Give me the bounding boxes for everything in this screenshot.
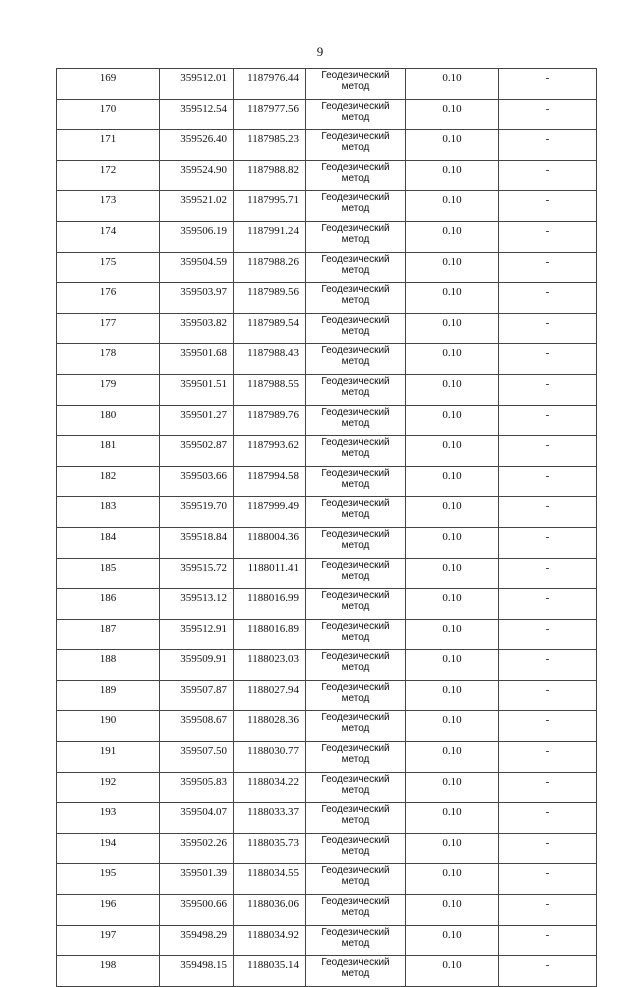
method-cell <box>306 772 406 803</box>
method-line-1: Геодезический <box>321 957 390 969</box>
method-line-2: метод <box>341 142 370 154</box>
table-row <box>57 252 597 283</box>
accuracy-cell: 0.10 <box>406 895 499 926</box>
method-line-1: Геодезический <box>321 192 390 204</box>
method-line-2: метод <box>341 662 370 674</box>
note-cell: - <box>499 956 597 987</box>
accuracy-cell: 0.10 <box>406 283 499 314</box>
y-coordinate-cell: 1188035.14 <box>234 956 306 987</box>
x-coordinate-cell: 359509.91 <box>160 650 234 681</box>
y-coordinate-cell: 1187977.56 <box>234 99 306 130</box>
note-cell: - <box>499 405 597 436</box>
method-line-2: метод <box>341 356 370 368</box>
y-coordinate-cell: 1188030.77 <box>234 742 306 773</box>
note-cell: - <box>499 711 597 742</box>
accuracy-cell: 0.10 <box>406 374 499 405</box>
accuracy-cell: 0.10 <box>406 680 499 711</box>
method-cell <box>306 436 406 467</box>
accuracy-cell: 0.10 <box>406 497 499 528</box>
method-line-2: метод <box>341 815 370 827</box>
note-cell: - <box>499 130 597 161</box>
point-number-cell: 189 <box>57 680 160 711</box>
x-coordinate-cell: 359519.70 <box>160 497 234 528</box>
note-cell: - <box>499 558 597 589</box>
point-number-cell: 195 <box>57 864 160 895</box>
note-cell: - <box>499 619 597 650</box>
method-line-1: Геодезический <box>321 131 390 143</box>
y-coordinate-cell: 1187995.71 <box>234 191 306 222</box>
note-cell: - <box>499 864 597 895</box>
method-line-2: метод <box>341 907 370 919</box>
method-cell <box>306 374 406 405</box>
note-cell: - <box>499 160 597 191</box>
table-row <box>57 742 597 773</box>
table-row <box>57 374 597 405</box>
method-cell <box>306 313 406 344</box>
x-coordinate-cell: 359515.72 <box>160 558 234 589</box>
accuracy-cell: 0.10 <box>406 833 499 864</box>
accuracy-cell: 0.10 <box>406 589 499 620</box>
x-coordinate-cell: 359498.15 <box>160 956 234 987</box>
accuracy-cell: 0.10 <box>406 711 499 742</box>
table-row <box>57 527 597 558</box>
accuracy-cell: 0.10 <box>406 99 499 130</box>
point-number-cell: 177 <box>57 313 160 344</box>
method-line-1: Геодезический <box>321 161 390 173</box>
y-coordinate-cell: 1187989.54 <box>234 313 306 344</box>
y-coordinate-cell: 1188004.36 <box>234 527 306 558</box>
coordinates-table <box>56 68 597 987</box>
method-line-2: метод <box>341 968 370 980</box>
point-number-cell: 171 <box>57 130 160 161</box>
accuracy-cell: 0.10 <box>406 191 499 222</box>
note-cell: - <box>499 221 597 252</box>
method-cell <box>306 680 406 711</box>
note-cell: - <box>499 252 597 283</box>
table-row <box>57 436 597 467</box>
accuracy-cell: 0.10 <box>406 619 499 650</box>
y-coordinate-cell: 1188028.36 <box>234 711 306 742</box>
method-line-1: Геодезический <box>321 528 390 540</box>
x-coordinate-cell: 359498.29 <box>160 925 234 956</box>
y-coordinate-cell: 1188033.37 <box>234 803 306 834</box>
x-coordinate-cell: 359512.54 <box>160 99 234 130</box>
method-cell <box>306 466 406 497</box>
coordinates-table-body <box>57 69 597 987</box>
method-cell <box>306 864 406 895</box>
method-cell <box>306 956 406 987</box>
x-coordinate-cell: 359504.07 <box>160 803 234 834</box>
note-cell: - <box>499 99 597 130</box>
y-coordinate-cell: 1188035.73 <box>234 833 306 864</box>
accuracy-cell: 0.10 <box>406 772 499 803</box>
note-cell: - <box>499 833 597 864</box>
method-cell <box>306 589 406 620</box>
point-number-cell: 169 <box>57 69 160 100</box>
point-number-cell: 196 <box>57 895 160 926</box>
point-number-cell: 176 <box>57 283 160 314</box>
accuracy-cell: 0.10 <box>406 925 499 956</box>
note-cell: - <box>499 283 597 314</box>
x-coordinate-cell: 359501.27 <box>160 405 234 436</box>
method-line-1: Геодезический <box>321 284 390 296</box>
x-coordinate-cell: 359518.84 <box>160 527 234 558</box>
point-number-cell: 192 <box>57 772 160 803</box>
method-line-2: метод <box>341 111 370 123</box>
x-coordinate-cell: 359521.02 <box>160 191 234 222</box>
point-number-cell: 172 <box>57 160 160 191</box>
y-coordinate-cell: 1187985.23 <box>234 130 306 161</box>
point-number-cell: 185 <box>57 558 160 589</box>
method-line-2: метод <box>341 417 370 429</box>
point-number-cell: 188 <box>57 650 160 681</box>
method-line-1: Геодезический <box>321 590 390 602</box>
accuracy-cell: 0.10 <box>406 69 499 100</box>
method-line-2: метод <box>341 295 370 307</box>
note-cell: - <box>499 925 597 956</box>
y-coordinate-cell: 1187976.44 <box>234 69 306 100</box>
table-row <box>57 589 597 620</box>
note-cell: - <box>499 374 597 405</box>
x-coordinate-cell: 359501.68 <box>160 344 234 375</box>
x-coordinate-cell: 359513.12 <box>160 589 234 620</box>
accuracy-cell: 0.10 <box>406 405 499 436</box>
method-line-2: метод <box>341 325 370 337</box>
table-row <box>57 405 597 436</box>
method-cell <box>306 742 406 773</box>
method-line-2: метод <box>341 539 370 551</box>
method-line-1: Геодезический <box>321 406 390 418</box>
table-row <box>57 772 597 803</box>
method-line-1: Геодезический <box>321 100 390 112</box>
note-cell: - <box>499 895 597 926</box>
method-cell <box>306 497 406 528</box>
method-line-2: метод <box>341 264 370 276</box>
accuracy-cell: 0.10 <box>406 252 499 283</box>
x-coordinate-cell: 359507.87 <box>160 680 234 711</box>
x-coordinate-cell: 359512.91 <box>160 619 234 650</box>
y-coordinate-cell: 1187989.56 <box>234 283 306 314</box>
note-cell: - <box>499 69 597 100</box>
point-number-cell: 170 <box>57 99 160 130</box>
y-coordinate-cell: 1188036.06 <box>234 895 306 926</box>
note-cell: - <box>499 436 597 467</box>
method-line-1: Геодезический <box>321 896 390 908</box>
point-number-cell: 187 <box>57 619 160 650</box>
y-coordinate-cell: 1187988.26 <box>234 252 306 283</box>
note-cell: - <box>499 650 597 681</box>
x-coordinate-cell: 359503.97 <box>160 283 234 314</box>
y-coordinate-cell: 1188027.94 <box>234 680 306 711</box>
method-line-2: метод <box>341 692 370 704</box>
method-cell <box>306 344 406 375</box>
point-number-cell: 180 <box>57 405 160 436</box>
method-line-1: Геодезический <box>321 559 390 571</box>
method-line-1: Геодезический <box>321 926 390 938</box>
method-line-1: Геодезический <box>321 620 390 632</box>
method-line-2: метод <box>341 631 370 643</box>
y-coordinate-cell: 1187999.49 <box>234 497 306 528</box>
note-cell: - <box>499 589 597 620</box>
table-row <box>57 803 597 834</box>
table-row <box>57 558 597 589</box>
x-coordinate-cell: 359502.26 <box>160 833 234 864</box>
point-number-cell: 173 <box>57 191 160 222</box>
method-cell <box>306 191 406 222</box>
method-line-1: Геодезический <box>321 70 390 81</box>
point-number-cell: 193 <box>57 803 160 834</box>
y-coordinate-cell: 1188034.55 <box>234 864 306 895</box>
point-number-cell: 197 <box>57 925 160 956</box>
y-coordinate-cell: 1188034.22 <box>234 772 306 803</box>
accuracy-cell: 0.10 <box>406 956 499 987</box>
point-number-cell: 184 <box>57 527 160 558</box>
method-line-2: метод <box>341 937 370 949</box>
accuracy-cell: 0.10 <box>406 130 499 161</box>
table-row <box>57 619 597 650</box>
accuracy-cell: 0.10 <box>406 742 499 773</box>
table-row <box>57 497 597 528</box>
accuracy-cell: 0.10 <box>406 527 499 558</box>
method-line-2: метод <box>341 478 370 490</box>
y-coordinate-cell: 1188016.99 <box>234 589 306 620</box>
accuracy-cell: 0.10 <box>406 436 499 467</box>
y-coordinate-cell: 1188023.03 <box>234 650 306 681</box>
method-line-2: метод <box>341 386 370 398</box>
method-cell <box>306 405 406 436</box>
method-line-1: Геодезический <box>321 865 390 877</box>
accuracy-cell: 0.10 <box>406 466 499 497</box>
accuracy-cell: 0.10 <box>406 558 499 589</box>
method-line-1: Геодезический <box>321 498 390 510</box>
method-cell <box>306 130 406 161</box>
method-line-2: метод <box>341 172 370 184</box>
y-coordinate-cell: 1187993.62 <box>234 436 306 467</box>
x-coordinate-cell: 359504.59 <box>160 252 234 283</box>
table-row <box>57 711 597 742</box>
method-line-1: Геодезический <box>321 375 390 387</box>
table-row <box>57 130 597 161</box>
accuracy-cell: 0.10 <box>406 313 499 344</box>
method-line-1: Геодезический <box>321 651 390 663</box>
point-number-cell: 179 <box>57 374 160 405</box>
table-row <box>57 925 597 956</box>
method-cell <box>306 619 406 650</box>
y-coordinate-cell: 1187989.76 <box>234 405 306 436</box>
table-row <box>57 680 597 711</box>
method-line-1: Геодезический <box>321 804 390 816</box>
method-cell <box>306 69 406 100</box>
method-line-2: метод <box>341 233 370 245</box>
point-number-cell: 182 <box>57 466 160 497</box>
x-coordinate-cell: 359501.51 <box>160 374 234 405</box>
method-line-1: Геодезический <box>321 743 390 755</box>
note-cell: - <box>499 803 597 834</box>
table-row <box>57 313 597 344</box>
note-cell: - <box>499 742 597 773</box>
x-coordinate-cell: 359526.40 <box>160 130 234 161</box>
method-cell <box>306 711 406 742</box>
method-line-1: Геодезический <box>321 222 390 234</box>
y-coordinate-cell: 1188034.92 <box>234 925 306 956</box>
x-coordinate-cell: 359507.50 <box>160 742 234 773</box>
x-coordinate-cell: 359505.83 <box>160 772 234 803</box>
method-cell <box>306 895 406 926</box>
method-line-2: метод <box>341 876 370 888</box>
y-coordinate-cell: 1187988.82 <box>234 160 306 191</box>
method-line-2: метод <box>341 570 370 582</box>
method-line-2: метод <box>341 845 370 857</box>
accuracy-cell: 0.10 <box>406 803 499 834</box>
x-coordinate-cell: 359506.19 <box>160 221 234 252</box>
accuracy-cell: 0.10 <box>406 650 499 681</box>
method-cell <box>306 558 406 589</box>
y-coordinate-cell: 1187988.43 <box>234 344 306 375</box>
table-row <box>57 69 597 100</box>
note-cell: - <box>499 191 597 222</box>
x-coordinate-cell: 359502.87 <box>160 436 234 467</box>
method-line-1: Геодезический <box>321 773 390 785</box>
table-row <box>57 466 597 497</box>
accuracy-cell: 0.10 <box>406 160 499 191</box>
method-line-1: Геодезический <box>321 345 390 357</box>
method-line-2: метод <box>341 601 370 613</box>
method-line-1: Геодезический <box>321 253 390 265</box>
table-row <box>57 833 597 864</box>
table-row <box>57 99 597 130</box>
page-number: 9 <box>316 44 324 59</box>
method-line-2: метод <box>341 723 370 735</box>
method-line-1: Геодезический <box>321 712 390 724</box>
point-number-cell: 175 <box>57 252 160 283</box>
note-cell: - <box>499 772 597 803</box>
x-coordinate-cell: 359508.67 <box>160 711 234 742</box>
y-coordinate-cell: 1188016.89 <box>234 619 306 650</box>
method-cell <box>306 650 406 681</box>
method-cell <box>306 221 406 252</box>
method-cell <box>306 283 406 314</box>
method-line-2: метод <box>341 203 370 215</box>
table-row <box>57 283 597 314</box>
method-cell <box>306 160 406 191</box>
method-line-2: метод <box>341 81 370 92</box>
point-number-cell: 181 <box>57 436 160 467</box>
method-line-2: метод <box>341 448 370 460</box>
method-line-2: метод <box>341 754 370 766</box>
table-row <box>57 344 597 375</box>
method-cell <box>306 833 406 864</box>
point-number-cell: 174 <box>57 221 160 252</box>
x-coordinate-cell: 359503.66 <box>160 466 234 497</box>
method-line-2: метод <box>341 509 370 521</box>
method-cell <box>306 252 406 283</box>
table-row <box>57 864 597 895</box>
accuracy-cell: 0.10 <box>406 221 499 252</box>
point-number-cell: 183 <box>57 497 160 528</box>
note-cell: - <box>499 466 597 497</box>
accuracy-cell: 0.10 <box>406 344 499 375</box>
point-number-cell: 178 <box>57 344 160 375</box>
table-row <box>57 895 597 926</box>
y-coordinate-cell: 1187991.24 <box>234 221 306 252</box>
note-cell: - <box>499 527 597 558</box>
point-number-cell: 186 <box>57 589 160 620</box>
accuracy-cell: 0.10 <box>406 864 499 895</box>
x-coordinate-cell: 359500.66 <box>160 895 234 926</box>
method-line-1: Геодезический <box>321 314 390 326</box>
note-cell: - <box>499 313 597 344</box>
table-row <box>57 221 597 252</box>
note-cell: - <box>499 497 597 528</box>
table-row <box>57 650 597 681</box>
method-cell <box>306 803 406 834</box>
method-cell <box>306 925 406 956</box>
table-row <box>57 956 597 987</box>
method-cell <box>306 527 406 558</box>
method-line-1: Геодезический <box>321 834 390 846</box>
method-line-2: метод <box>341 784 370 796</box>
method-line-1: Геодезический <box>321 467 390 479</box>
point-number-cell: 190 <box>57 711 160 742</box>
method-cell <box>306 99 406 130</box>
y-coordinate-cell: 1188011.41 <box>234 558 306 589</box>
x-coordinate-cell: 359501.39 <box>160 864 234 895</box>
point-number-cell: 191 <box>57 742 160 773</box>
note-cell: - <box>499 680 597 711</box>
method-line-1: Геодезический <box>321 437 390 449</box>
x-coordinate-cell: 359512.01 <box>160 69 234 100</box>
y-coordinate-cell: 1187988.55 <box>234 374 306 405</box>
y-coordinate-cell: 1187994.58 <box>234 466 306 497</box>
x-coordinate-cell: 359503.82 <box>160 313 234 344</box>
table-row <box>57 160 597 191</box>
table-row <box>57 191 597 222</box>
x-coordinate-cell: 359524.90 <box>160 160 234 191</box>
point-number-cell: 198 <box>57 956 160 987</box>
note-cell: - <box>499 344 597 375</box>
method-line-1: Геодезический <box>321 681 390 693</box>
point-number-cell: 194 <box>57 833 160 864</box>
